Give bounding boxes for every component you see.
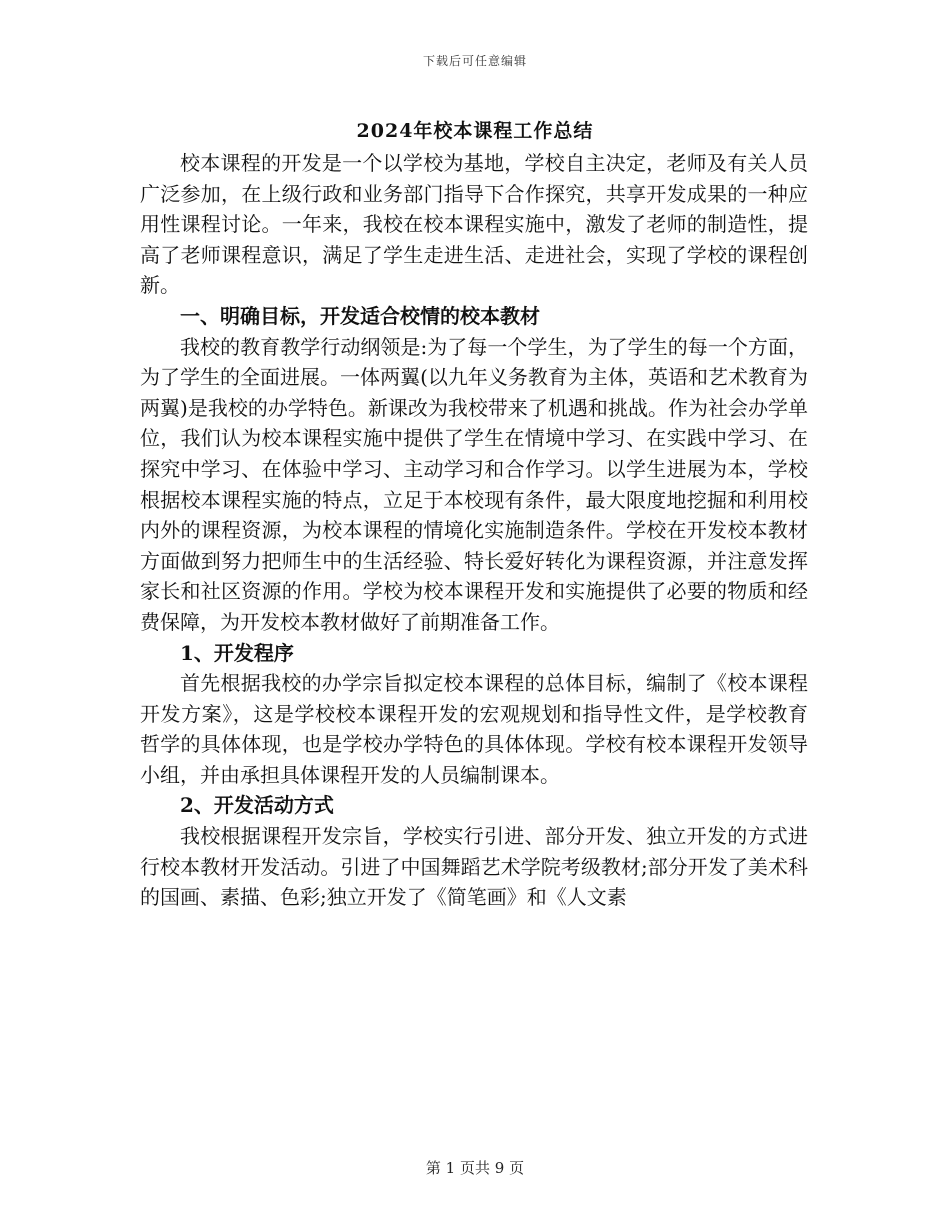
paragraph-goals: 我校的教育教学行动纲领是:为了每一个学生，为了学生的每一个方面，为了学生的全面进展。一体两翼(以九年义务教育为主体，英语和艺术教育为两翼)是我校的办学特色。新课改为我校带来了机遇和挑战。作为社会办学单位，我们认为校本课程实施中提供了学生在情境中学习、在实践中学习、在探究中学习、在体验中学习、主动学习和合作学习。以学生进展为本，学校根据校本课程实施的特点，立足于本校现有条件，最大限度地挖掘和利用校内外的课程资源，为校本课程的情境化实施制造条件。学校在开发校本教材方面做到努力把师生中的生活经验、特长爱好转化为课程资源，并注意发挥家长和社区资源的作用。学校为校本课程开发和实施提供了必要的物质和经费保障，为开发校本教材做好了前期准备工作。 [140,334,808,634]
paragraph-intro: 校本课程的开发是一个以学校为基地，学校自主决定，老师及有关人员广泛参加，在上级行政和业务部门指导下合作探究，共享开发成果的一种应用性课程讨论。一年来，我校在校本课程实施中，激发了老师的制造性，提高了老师课程意识，满足了学生走进生活、走进社会，实现了学校的课程创新。 [140,151,808,298]
page-footer: 第 1 页共 9 页 [425,1159,525,1177]
paragraph-activity-methods: 我校根据课程开发宗旨，学校实行引进、部分开发、独立开发的方式进行校本教材开发活动。引进了中国舞蹈艺术学院考级教材;部分开发了美术科的国画、素描、色彩;独立开发了《简笔画》和《人文素 [140,824,808,910]
section-heading-1: 一、明确目标，开发适合校情的校本教材 [180,303,540,328]
subsection-heading-2: 2、开发活动方式 [180,793,334,818]
page-header: 下载后可任意编辑 [422,54,527,68]
paragraph-procedure: 首先根据我校的办学宗旨拟定校本课程的总体目标，编制了《校本课程开发方案》，这是学校校本课程开发的宏观规划和指导性文件，是学校教育哲学的具体体现，也是学校办学特色的具体体现。学校有校本课程开发领导小组，并由承担具体课程开发的人员编制课本。 [140,671,808,787]
document-body [140,148,808,913]
subsection-heading-1: 1、开发程序 [180,640,294,665]
document-title: 2024年校本课程工作总结 [356,120,594,142]
